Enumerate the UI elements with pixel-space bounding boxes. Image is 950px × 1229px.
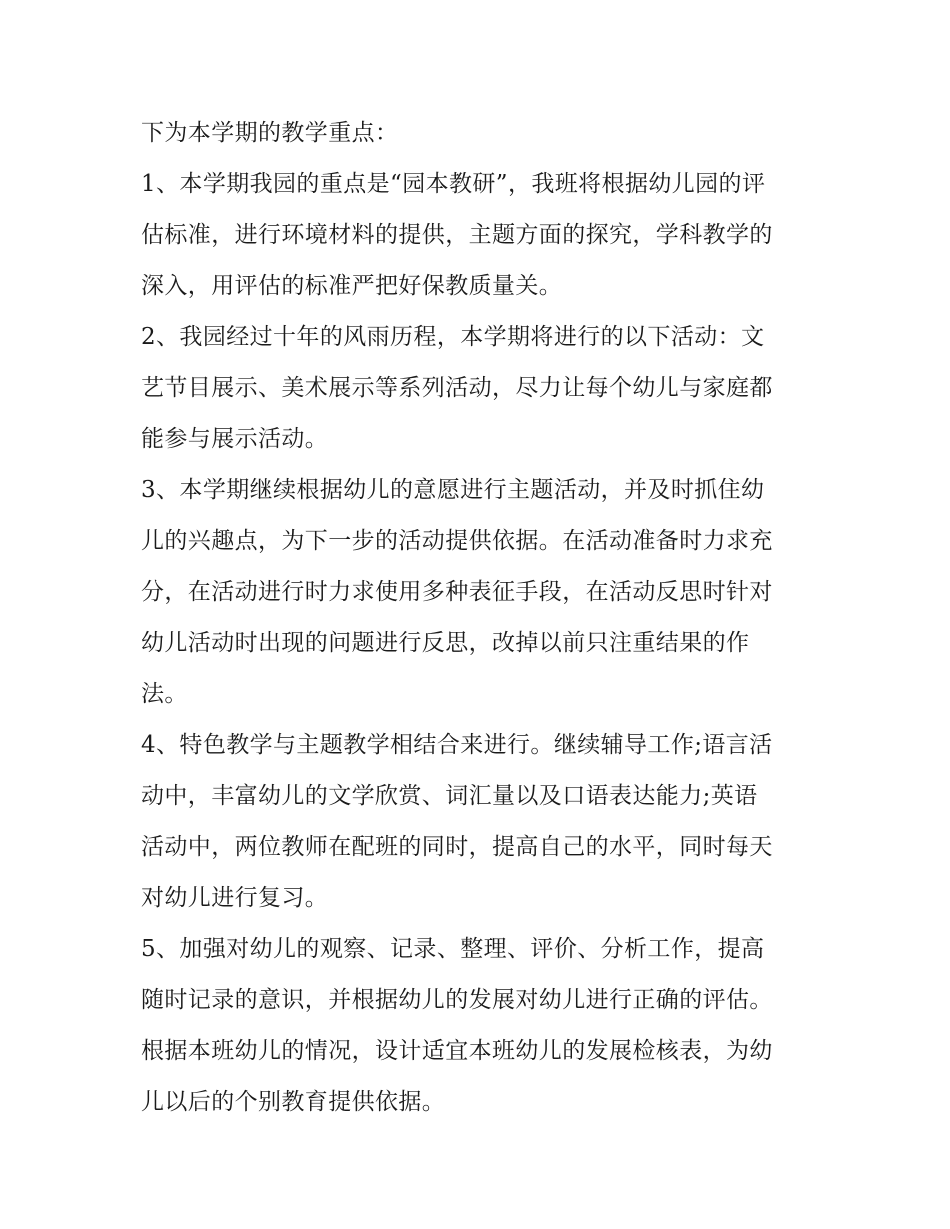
paragraph-line: 幼儿活动时出现的问题进行反思，改掉以前只注重结果的作 bbox=[141, 630, 750, 656]
paragraph-line: 儿的兴趣点，为下一步的活动提供依据。在活动准备时力求充 bbox=[141, 528, 773, 554]
paragraph-line: 深入，用评估的标准严把好保教质量关。 bbox=[141, 273, 563, 299]
paragraph-3 bbox=[141, 465, 821, 720]
paragraph-line: 对幼儿进行复习。 bbox=[141, 885, 329, 911]
intro-line: 下为本学期的教学重点： bbox=[141, 120, 399, 146]
paragraph-4 bbox=[141, 720, 821, 924]
paragraph-line: 3、本学期继续根据幼儿的意愿进行主题活动，并及时抓住幼 bbox=[141, 477, 765, 503]
paragraph-line: 5、加强对幼儿的观察、记录、整理、评价、分析工作，提高 bbox=[141, 936, 765, 962]
paragraph-line: 分，在活动进行时力求使用多种表征手段，在活动反思时针对 bbox=[141, 579, 773, 605]
paragraph-line: 活动中，两位教师在配班的同时，提高自己的水平，同时每天 bbox=[141, 834, 773, 860]
paragraph-line: 法。 bbox=[141, 681, 188, 707]
paragraph-line: 4、特色教学与主题教学相结合来进行。继续辅导工作;语言活 bbox=[141, 732, 773, 758]
paragraph-line: 儿以后的个别教育提供依据。 bbox=[141, 1089, 446, 1115]
paragraph-1 bbox=[141, 159, 821, 312]
paragraph-line: 动中，丰富幼儿的文学欣赏、词汇量以及口语表达能力;英语 bbox=[141, 783, 758, 809]
paragraph-5 bbox=[141, 924, 821, 1128]
paragraph-line: 艺节目展示、美术展示等系列活动，尽力让每个幼儿与家庭都 bbox=[141, 375, 773, 401]
paragraph-line: 根据本班幼儿的情况，设计适宜本班幼儿的发展检核表，为幼 bbox=[141, 1038, 773, 1064]
paragraph-line: 估标准，进行环境材料的提供，主题方面的探究，学科教学的 bbox=[141, 222, 773, 248]
paragraph-line: 能参与展示活动。 bbox=[141, 426, 329, 452]
paragraph-line: 1、本学期我园的重点是“园本教研”，我班将根据幼儿园的评 bbox=[141, 171, 766, 197]
intro-paragraph bbox=[141, 108, 821, 159]
paragraph-line: 2、我园经过十年的风雨历程，本学期将进行的以下活动：文 bbox=[141, 324, 765, 350]
paragraph-line: 随时记录的意识，并根据幼儿的发展对幼儿进行正确的评估。 bbox=[141, 987, 773, 1013]
document-body bbox=[141, 108, 821, 1128]
paragraph-2 bbox=[141, 312, 821, 465]
